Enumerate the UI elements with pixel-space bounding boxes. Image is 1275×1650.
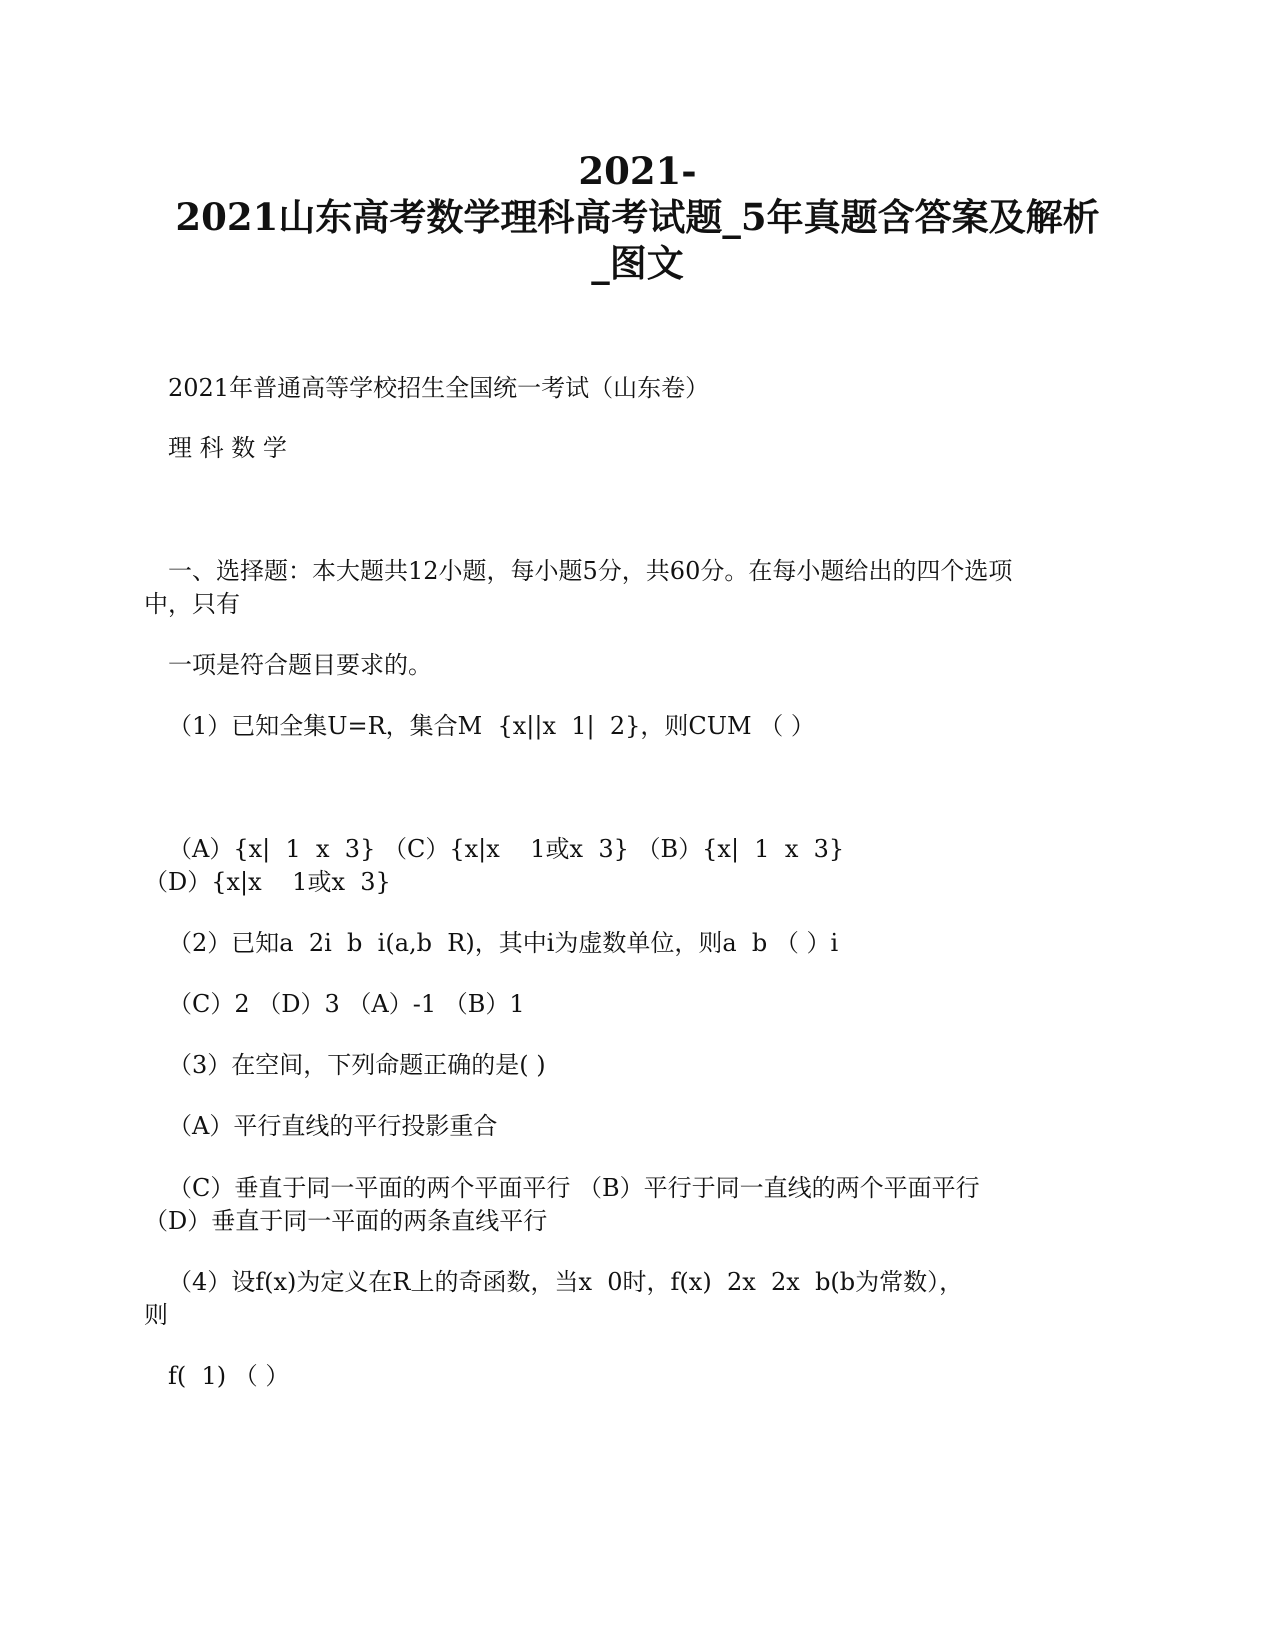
- q4-stem-line1: （4）设f(x)为定义在R上的奇函数，当x 0时，f(x) 2x 2x b(b为常数），: [168, 1268, 964, 1296]
- exam-subject: 理 科 数 学: [168, 434, 287, 462]
- exam-name: 2021年普通高等学校招生全国统一考试（山东卷）: [168, 374, 710, 402]
- q2-stem: （2）已知a 2i b i(a,b R)，其中i为虚数单位，则a b （ ）i: [168, 929, 839, 957]
- q3-option-a: （A）平行直线的平行投影重合: [168, 1112, 498, 1140]
- title-line-2: 2021山东高考数学理科高考试题_5年真题含答案及解析: [175, 195, 1100, 239]
- q3-stem: （3）在空间，下列命题正确的是( ): [168, 1051, 546, 1079]
- q3-options-line3: （D）垂直于同一平面的两条直线平行: [144, 1207, 548, 1235]
- title-line-3: _图文: [591, 241, 684, 285]
- q4-stem-line2: 则: [144, 1301, 168, 1329]
- section1-intro-line2: 中，只有: [144, 590, 240, 618]
- q2-options: （C）2 （D）3 （A）-1 （B）1: [168, 990, 525, 1018]
- q1-stem: （1）已知全集U=R，集合M {x||x 1| 2}，则CUM （ ）: [168, 712, 815, 740]
- title-line-1: 2021-: [578, 149, 697, 193]
- q1-options-line1: （A）{x| 1 x 3} （C）{x|x 1或x 3} （B）{x| 1 x 3}: [168, 835, 845, 863]
- document-title: [140, 148, 1135, 286]
- section1-intro-line3: 一项是符合题目要求的。: [168, 651, 432, 679]
- q4-stem-line3: f( 1) （ ）: [168, 1362, 290, 1390]
- q3-options-line2: （C）垂直于同一平面的两个平面平行 （B）平行于同一直线的两个平面平行: [168, 1174, 980, 1202]
- section1-intro-line1: 一、选择题：本大题共12小题，每小题5分，共60分。在每小题给出的四个选项: [168, 557, 1013, 585]
- q1-options-line2: （D）{x|x 1或x 3}: [144, 868, 391, 896]
